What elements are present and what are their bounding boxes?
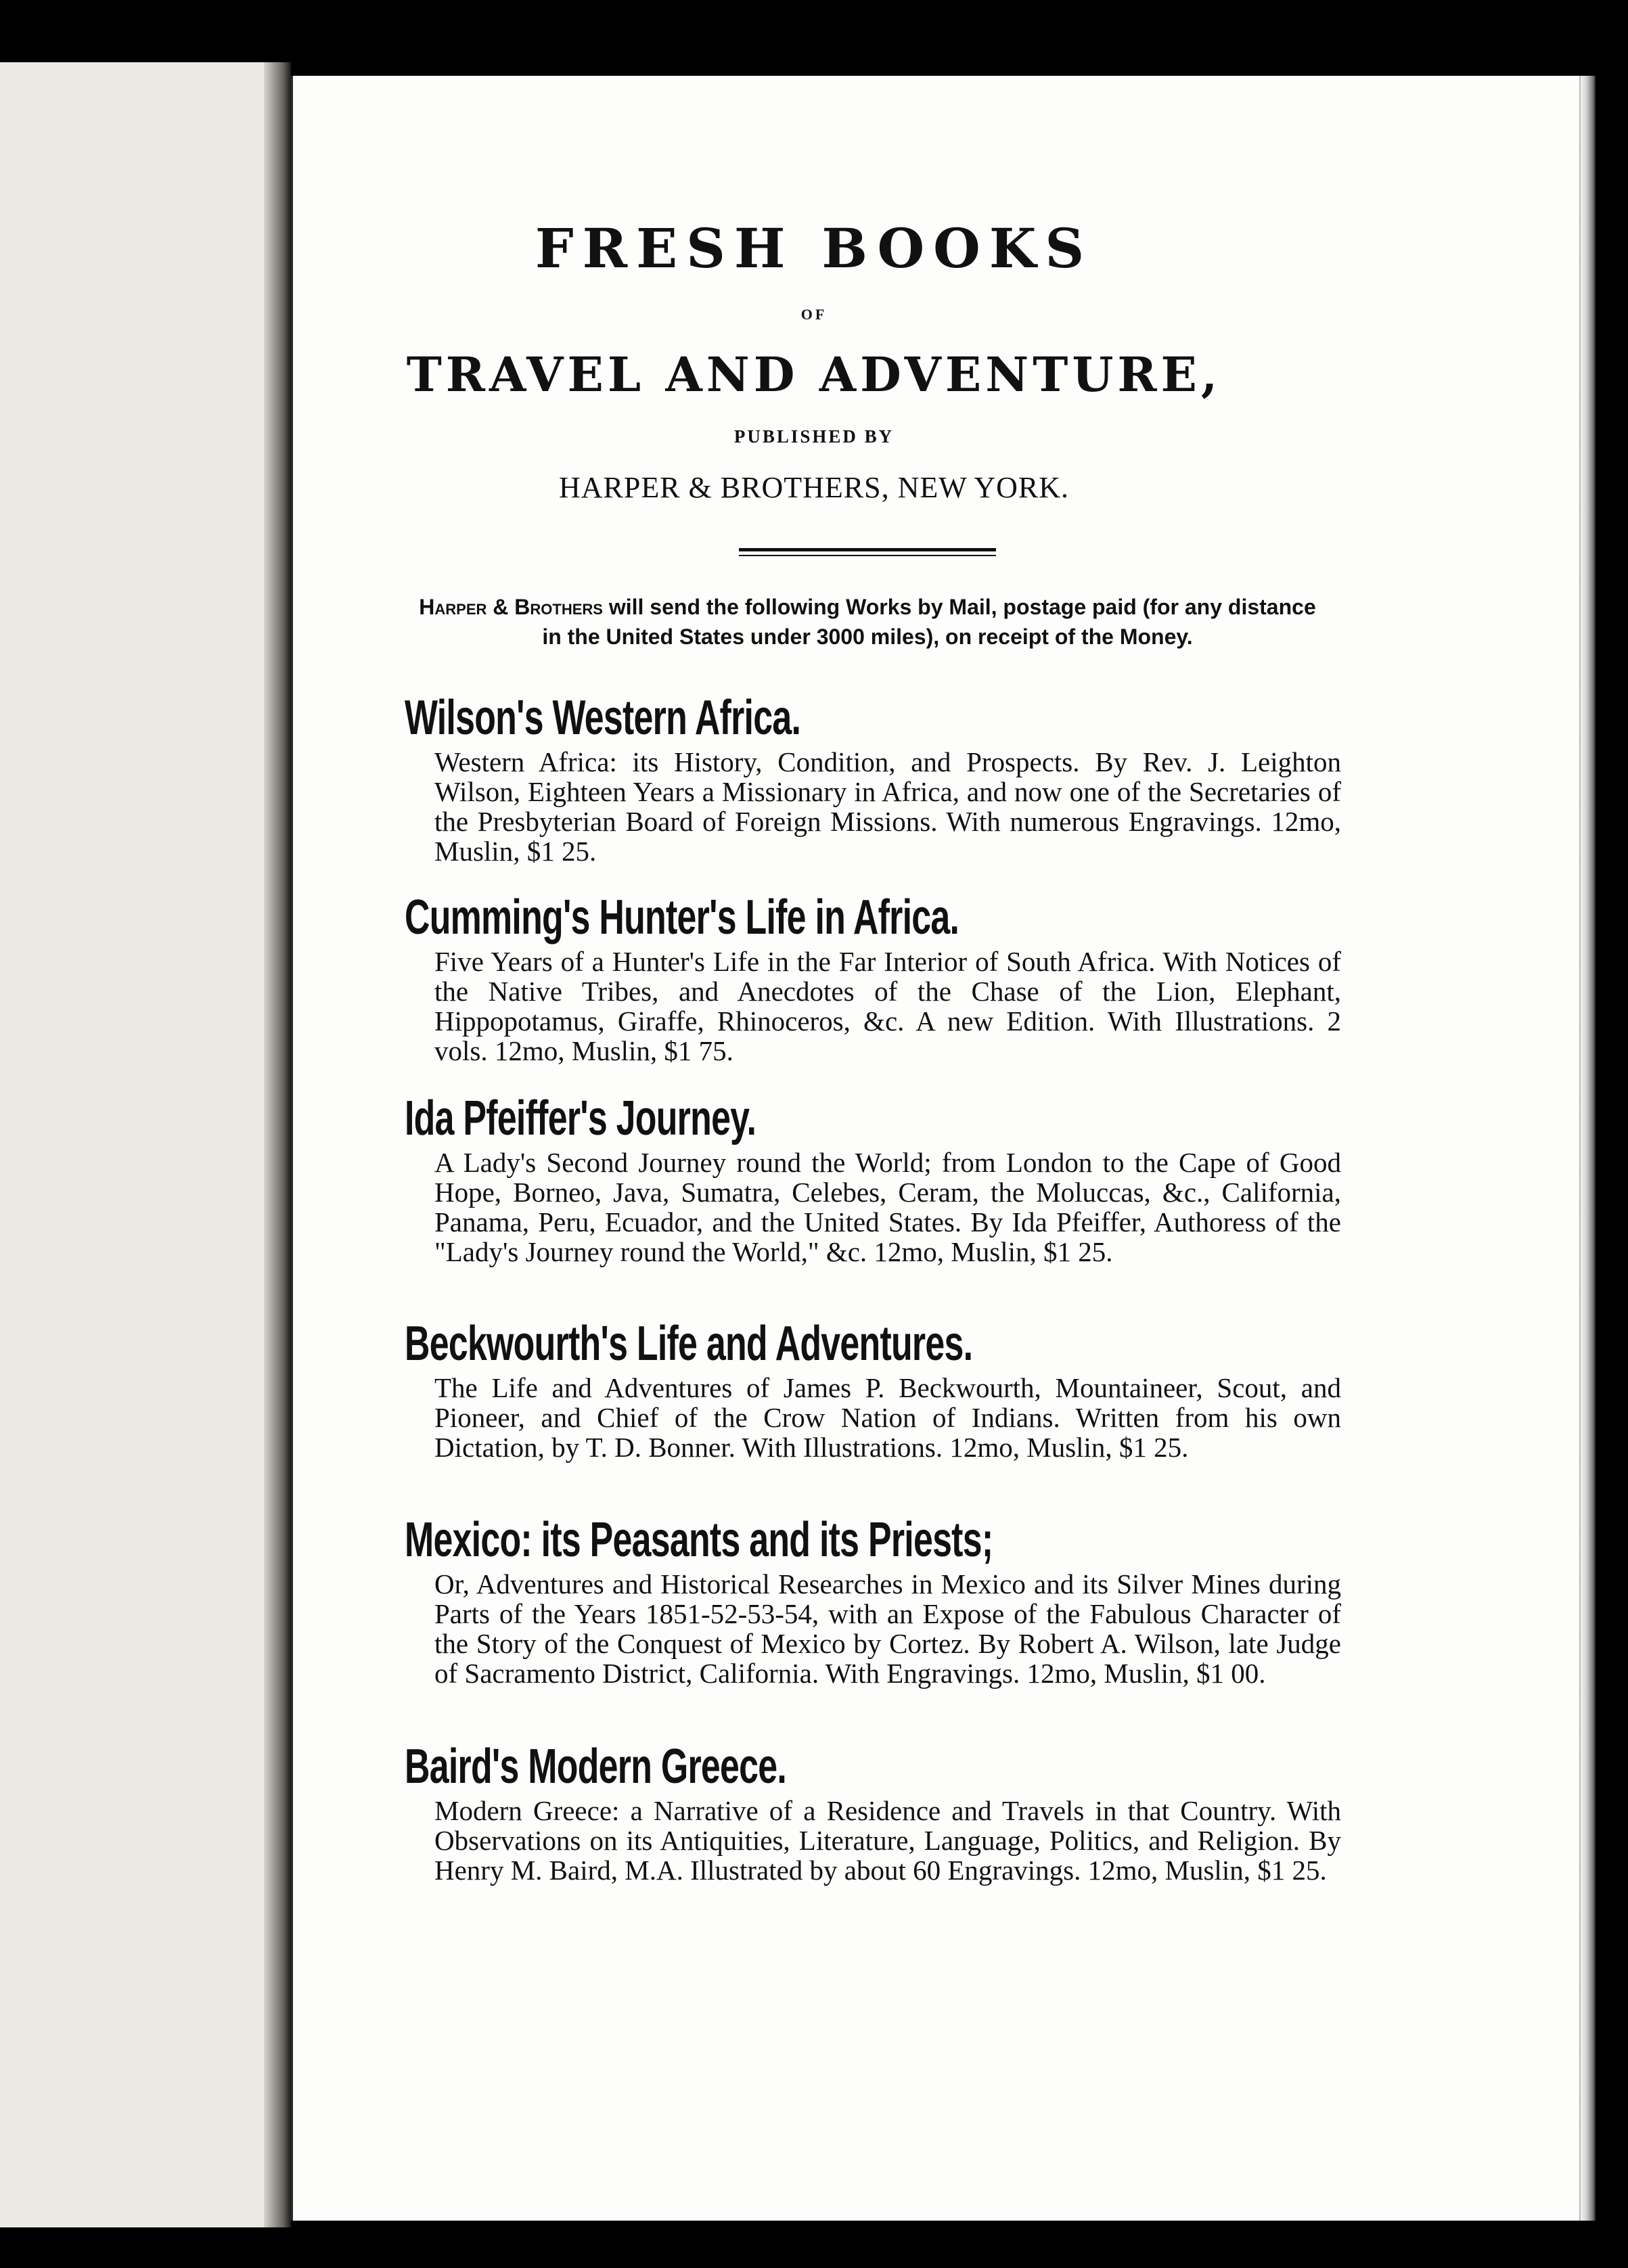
page-subtitle: TRAVEL AND ADVENTURE, (406, 346, 1222, 403)
book-description: Modern Greece: a Narrative of a Residence and Travels in that Country. With Observations on its Antiquities, Literature, Language, Politics, and Religion. By Henry M. Baird, M.A. Illustrated by about 60 Engravings. 12mo, Muslin, $1 25. (434, 1795, 1341, 1886)
publisher-name: HARPER & BROTHERS, NEW YORK. (558, 471, 1070, 504)
book-description: Western Africa: its History, Condition, and Prospects. By Rev. J. Leighton Wilson, Eighteen Years a Missionary in Africa, and now one of the Secretaries of the Presbyterian Board of Foreign Missions. With numerous Engravings. 12mo, Muslin, $1 25. (434, 746, 1341, 867)
book-title: Cumming's Hunter's Life in Africa. (405, 890, 959, 945)
mail-notice (414, 592, 1321, 652)
page-title: FRESH BOOKS (535, 217, 1093, 280)
title-rule-thin (739, 555, 996, 556)
published-by-label: PUBLISHED BY (733, 426, 895, 447)
title-rule (739, 548, 996, 551)
book-title: Mexico: its Peasants and its Priests; (405, 1513, 993, 1567)
notice-text: will send the following Works by Mail, postage paid (for any distance in the United States under 3000 miles), on receipt of the Money. (542, 595, 1316, 649)
book-description: The Life and Adventures of James P. Beckwourth, Mountaineer, Scout, and Pioneer, and Chief of the Crow Nation of Indians. Written from his own Dictation, by T. D. Bonner. With Illustrations. 12mo, Muslin, $1 25. (434, 1372, 1341, 1463)
book-description: Or, Adventures and Historical Researches in Mexico and its Silver Mines during Parts of the Years 1851-52-53-54, with an Expose of the Fabulous Character of the Story of the Conquest of Mexico by Cortez. By Robert A. Wilson, late Judge of Sacramento District, California. With Engravings. 12mo, Muslin, $1 00. (434, 1568, 1341, 1689)
title-connector: OF (800, 306, 828, 323)
book-title: Wilson's Western Africa. (405, 691, 801, 745)
notice-publisher: Harper & Brothers (419, 595, 603, 619)
book-description: A Lady's Second Journey round the World; from London to the Cape of Good Hope, Borneo, Java, Sumatra, Celebes, Ceram, the Moluccas, &c., California, Panama, Peru, Ecuador, and the United States. By Ida Pfeiffer, Authoress of the "Lady's Journey round the World," &c. 12mo, Muslin, $1 25. (434, 1147, 1341, 1267)
book-title: Beckwourth's Life and Adventures. (405, 1317, 973, 1371)
book-title: Baird's Modern Greece. (405, 1740, 787, 1794)
book-description: Five Years of a Hunter's Life in the Far Interior of South Africa. With Notices of the Native Tribes, and Anecdotes of the Chase of the Lion, Elephant, Hippopotamus, Giraffe, Rhinoceros, &c. A new Edition. With Illustrations. 2 vols. 12mo, Muslin, $1 75. (434, 946, 1341, 1066)
book-title: Ida Pfeiffer's Journey. (405, 1091, 756, 1146)
